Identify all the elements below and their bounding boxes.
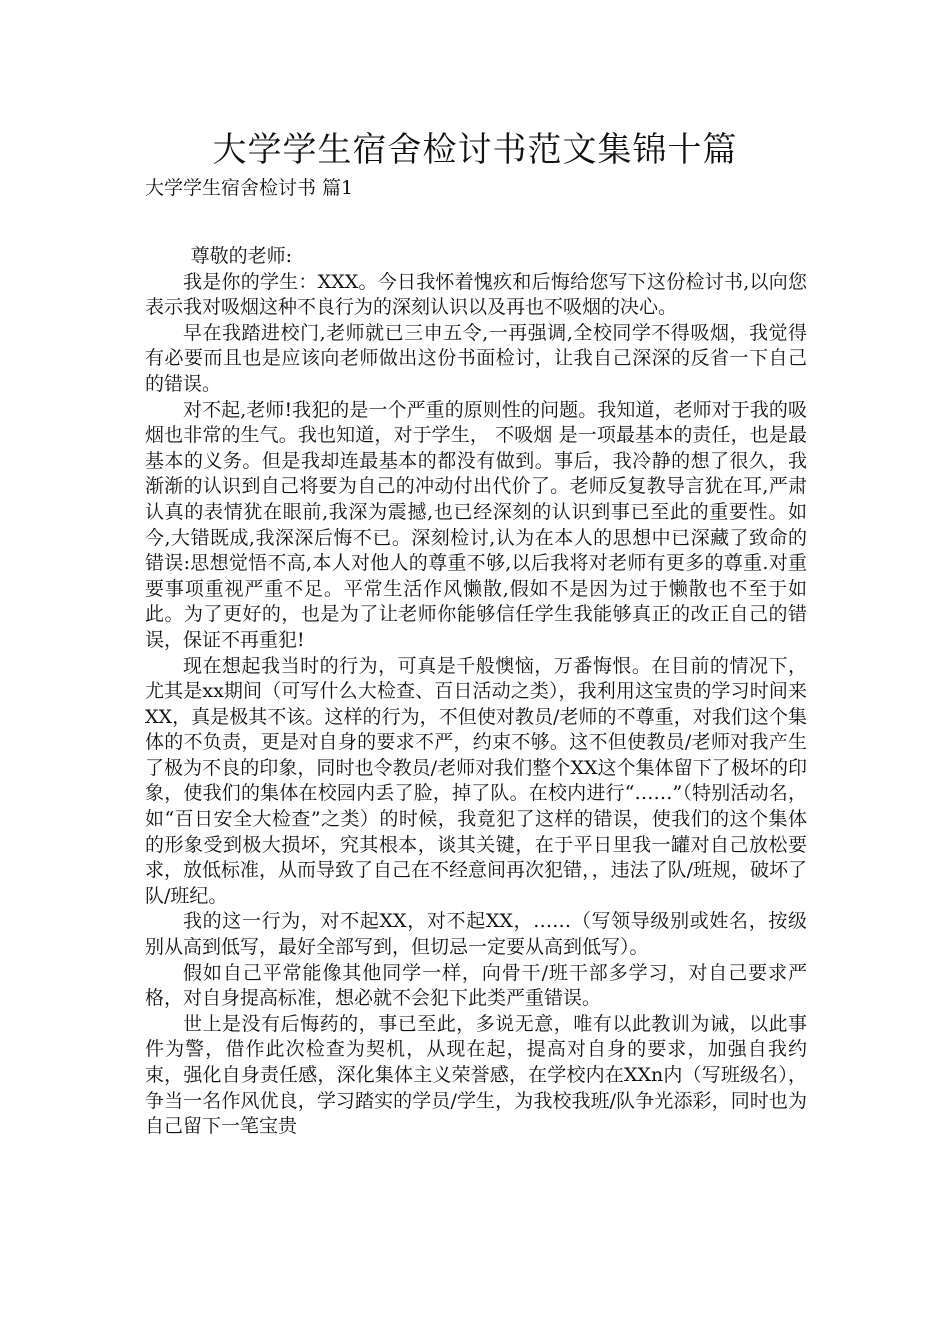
document-title: 大学学生宿舍检讨书范文集锦十篇 (212, 130, 738, 170)
paragraph-1: 我是你的学生：XXX。今日我怀着愧疚和后悔给您写下这份检讨书,以向您表示我对吸烟这种不良行为的深刻认识以及再也不吸烟的决心。 (145, 270, 807, 319)
paragraph-5: 我的这一行为，对不起XX，对不起XX，……（写领导级别或姓名，按级别从高到低写，最好全部写到，但切忌一定要从高到低写）。 (145, 910, 807, 959)
salutation: 尊敬的老师: (190, 245, 292, 267)
paragraph-2: 早在我踏进校门,老师就已三申五令,一再强调,全校同学不得吸烟，我觉得有必要而且也是应该向老师做出这份书面检讨，让我自己深深的反省一下自己的错误。 (145, 321, 807, 395)
paragraph-3: 对不起,老师!我犯的是一个严重的原则性的问题。我知道，老师对于我的吸烟也非常的生气。我也知道，对于学生， 不吸烟 是一项最基本的责任，也是最基本的义务。但是我却连最基本的都没有做到。事后，我冷静的想了很久，我渐渐的认识到自己将要为自己的冲动付出代价了。老师反复教导言犹在耳,严肃认真的表情犹在眼前,我深为震撼,也已经深刻的认识到事已至此的重要性。如今,大错既成,我深深后悔不已。深刻检讨,认为在本人的思想中已深藏了致命的错误:思想觉悟不高,本人对他人的尊重不够,以后我将对老师有更多的尊重.对重要事项重视严重不足。平常生活作风懒散,假如不是因为过于懒散也不至于如此。为了更好的，也是为了让老师你能够信任学生我能够真正的改正自己的错误，保证不再重犯! (145, 398, 807, 651)
paragraph-4: 现在想起我当时的行为，可真是千般懊恼，万番悔恨。在目前的情况下，尤其是xx期间（可写什么大检查、百日活动之类），我利用这宝贵的学习时间来XX，真是极其不该。这样的行为，不但使对教员/老师的不尊重，对我们这个集体的不负责，更是对自身的要求不严，约束不够。这不但使教员/老师对我产生了极为不良的印象，同时也令教员/老师对我们整个XX这个集体留下了极坏的印象，使我们的集体在校园内丢了脸，掉了队。在校内进行“……”（特别活动名，如“百日安全大检查”之类）的时候，我竟犯了这样的错误，使我们的这个集体的形象受到极大损坏，究其根本，谈其关键，在于平日里我一罐对自己放松要求，放低标准，从而导致了自己在不经意间再次犯错，，违法了队/班规，破坏了队/班纪。 (145, 654, 807, 907)
paragraph-6: 假如自己平常能像其他同学一样，向骨干/班干部多学习，对自己要求严格，对自身提高标准，想必就不会犯下此类严重错误。 (145, 961, 807, 1010)
section-heading: 大学学生宿舍检讨书 篇1 (145, 177, 354, 199)
document-body (145, 244, 807, 1140)
paragraph-7: 世上是没有后悔药的，事已至此，多说无意，唯有以此教训为诫，以此事件为警，借作此次检查为契机，从现在起，提高对自身的要求，加强自我约束，强化自身责任感，深化集体主义荣誉感，在学校内在XXn内（写班级名），争当一名作风优良，学习踏实的学员/学生，为我校我班/队争光添彩，同时也为自己留下一笔宝贵 (145, 1012, 807, 1138)
